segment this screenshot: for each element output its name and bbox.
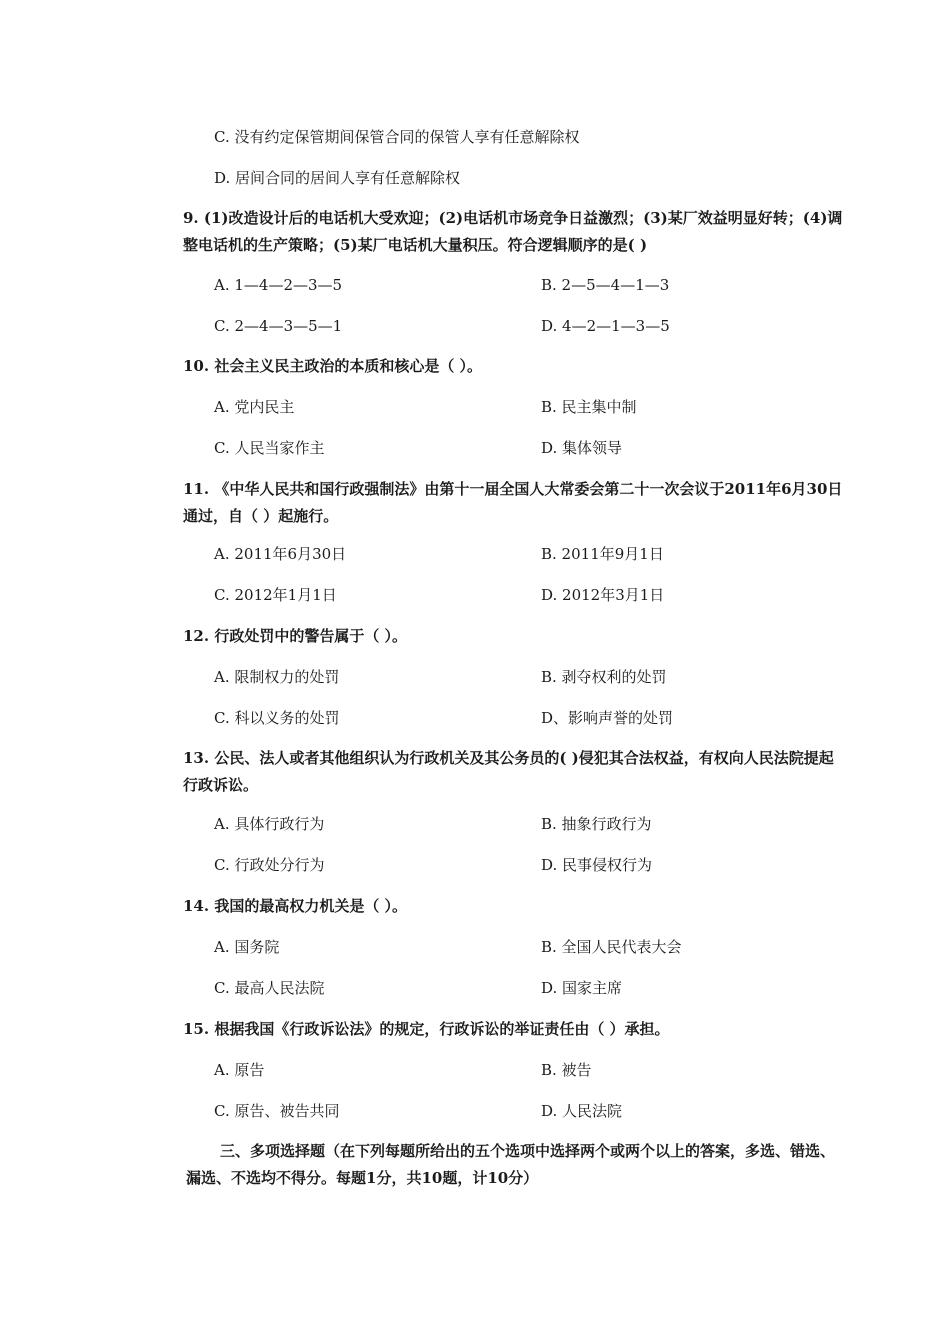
q15-option-a: A. 原告 <box>214 1061 265 1079</box>
q12-question: 12. 行政处罚中的警告属于（ ）。 <box>183 627 408 645</box>
q10-option-c: C. 人民当家作主 <box>214 439 325 457</box>
q14-option-d: D. 国家主席 <box>541 979 623 997</box>
q15-option-c: C. 原告、被告共同 <box>214 1102 340 1120</box>
q13-option-a: A. 具体行政行为 <box>214 815 325 833</box>
q13-option-c: C. 行政处分行为 <box>214 856 325 874</box>
q9-option-d: D. 4—2—1—3—5 <box>541 317 670 335</box>
q15-option-d: D. 人民法院 <box>541 1102 623 1120</box>
q14-option-a: A. 国务院 <box>214 938 280 956</box>
q13-question: 13. 公民、法人或者其他组织认为行政机关及其公务员的( )侵犯其合法权益，有权向人民法院提起行政诉讼。 <box>183 749 834 794</box>
q13-option-d: D. 民事侵权行为 <box>541 856 653 874</box>
q8-option-d: D. 居间合同的居间人享有任意解除权 <box>214 169 461 187</box>
q11-option-a: A. 2011年6月30日 <box>214 545 347 563</box>
q9-option-c: C. 2—4—3—5—1 <box>214 317 343 335</box>
q14-option-c: C. 最高人民法院 <box>214 979 325 997</box>
q9-option-b: B. 2—5—4—1—3 <box>541 276 670 294</box>
q10-option-d: D. 集体领导 <box>541 439 623 457</box>
q15-option-b: B. 被告 <box>541 1061 592 1079</box>
q8-option-c: C. 没有约定保管期间保管合同的保管人享有任意解除权 <box>214 128 580 146</box>
section-3-heading: 三、多项选择题（在下列每题所给出的五个选项中选择两个或两个以上的答案，多选、错选、漏选、不选均不得分。每题1分，共10题，计10分） <box>186 1142 836 1187</box>
q14-option-b: B. 全国人民代表大会 <box>541 938 682 956</box>
q14-question: 14. 我国的最高权力机关是（ ）。 <box>183 897 408 915</box>
q11-option-c: C. 2012年1月1日 <box>214 586 337 604</box>
q12-option-a: A. 限制权力的处罚 <box>214 668 340 686</box>
q12-option-c: C. 科以义务的处罚 <box>214 709 340 727</box>
q11-option-d: D. 2012年3月1日 <box>541 586 665 604</box>
q10-option-b: B. 民主集中制 <box>541 398 637 416</box>
q9-option-a: A. 1—4—2—3—5 <box>214 276 343 294</box>
q10-option-a: A. 党内民主 <box>214 398 295 416</box>
q11-option-b: B. 2011年9月1日 <box>541 545 664 563</box>
q13-option-b: B. 抽象行政行为 <box>541 815 652 833</box>
q15-question: 15. 根据我国《行政诉讼法》的规定，行政诉讼的举证责任由（ ）承担。 <box>183 1020 670 1038</box>
q11-question: 11. 《中华人民共和国行政强制法》由第十一届全国人大常委会第二十一次会议于2011年6月30日通过，自（ ）起施行。 <box>183 480 843 525</box>
q12-option-d: D、影响声誉的处罚 <box>541 709 674 727</box>
q12-option-b: B. 剥夺权利的处罚 <box>541 668 667 686</box>
q10-question: 10. 社会主义民主政治的本质和核心是（ ）。 <box>183 357 483 375</box>
q9-question: 9. (1)改造设计后的电话机大受欢迎；(2)电话机市场竞争日益激烈；(3)某厂效益明显好转；(4)调整电话机的生产策略；(5)某厂电话机大量积压。符合逻辑顺序的是( ) <box>183 209 843 254</box>
